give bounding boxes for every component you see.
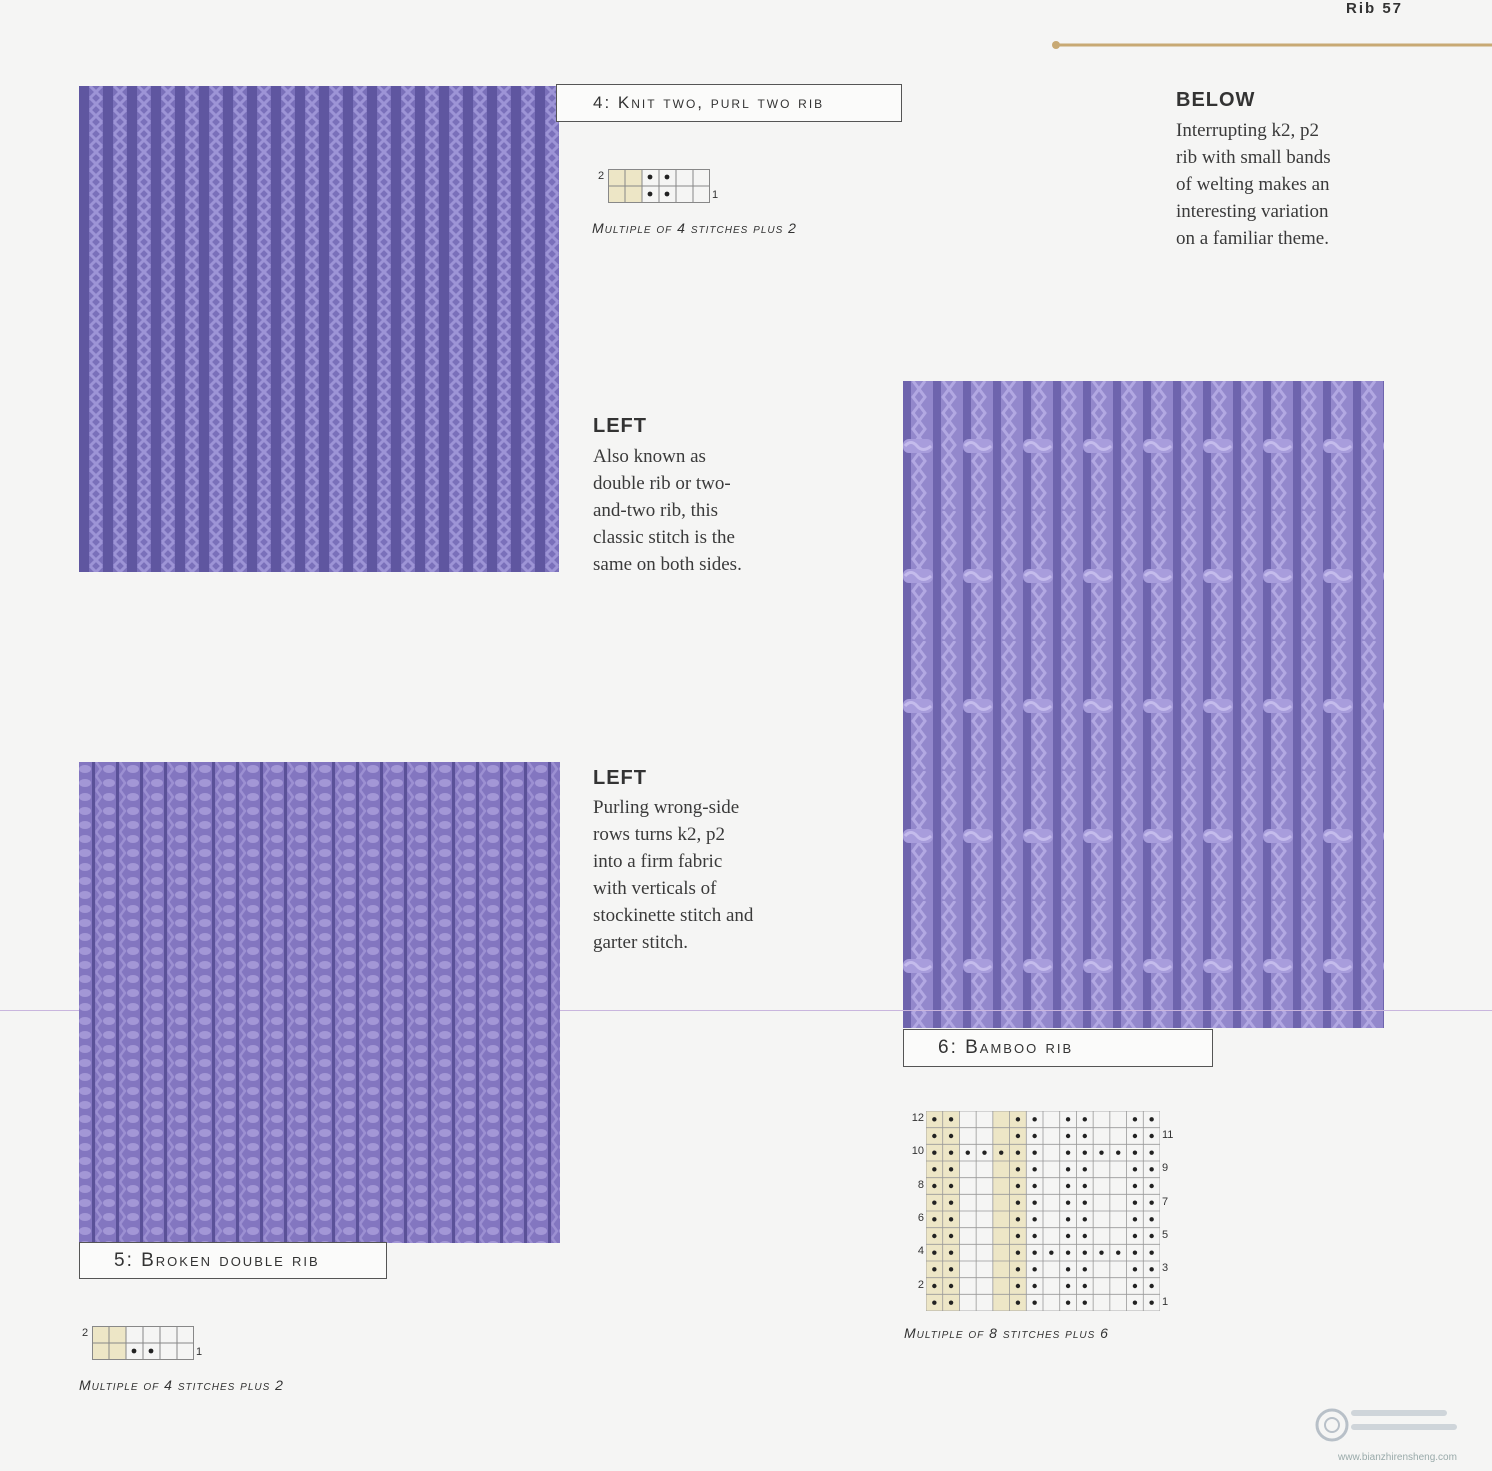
note-heading-left-1: LEFT [593, 415, 647, 437]
stitch-caption-4: Multiple of 4 stitches plus 2 [592, 220, 797, 236]
stitch-chart-6 [926, 1111, 1160, 1311]
chart-6-row-number: 7 [1162, 1195, 1169, 1208]
chart-6-row-number: 6 [917, 1212, 924, 1224]
chart-6-row-number: 8 [917, 1178, 924, 1191]
chart-5-row-2: 2 [82, 1327, 89, 1339]
stitch-caption-5: Multiple of 4 stitches plus 2 [79, 1377, 284, 1393]
page-header: Rib 57 [1346, 0, 1404, 17]
note-text-left-1: Also known as double rib or two- and-two rib, this classic stitch is the same on both sides. [593, 446, 742, 575]
chart-4-row-2: 2 [598, 170, 605, 182]
stitch-chart-5 [92, 1326, 194, 1360]
knitting-needle-icon [1050, 41, 1492, 49]
stitch-label-6 [903, 1029, 1213, 1067]
chart-6-row-number: 5 [1162, 1229, 1169, 1241]
note-heading-left-2: LEFT [593, 767, 647, 789]
note-text-left-2: Purling wrong-side rows turns k2, p2 into a firm fabric with verticals of stockinette stitch and garter stitch. [593, 797, 754, 953]
chart-6-row-number: 9 [1162, 1162, 1169, 1175]
chart-4-row-1: 1 [712, 189, 719, 201]
chart-5-row-1: 1 [196, 1346, 203, 1358]
note-text-below: Interrupting k2, p2 rib with small bands of welting makes an interesting variation on a familiar theme. [1176, 120, 1331, 249]
stitch-label-6-text: 6: Bamboo rib [938, 1037, 1074, 1058]
chart-6-row-number: 11 [1162, 1129, 1174, 1141]
chart-6-row-number: 10 [911, 1145, 924, 1158]
chart-6-row-number: 3 [1162, 1262, 1169, 1275]
swatch-image-broken-double-rib [79, 762, 560, 1243]
watermark-url: www.bianzhirensheng.com [1338, 1452, 1457, 1463]
swatch-image-bamboo-rib [903, 381, 1384, 1028]
chart-6-row-number: 2 [917, 1278, 924, 1291]
chart-6-row-number: 4 [917, 1245, 924, 1258]
stitch-label-5 [79, 1242, 387, 1279]
stitch-label-5-text: 5: Broken double rib [114, 1249, 320, 1271]
stitch-caption-6: Multiple of 8 stitches plus 6 [904, 1325, 1109, 1341]
stitch-chart-4 [608, 169, 710, 203]
chart-6-row-number: 12 [911, 1112, 924, 1124]
note-heading-below: BELOW [1176, 89, 1256, 111]
chart-6-row-number: 1 [1162, 1295, 1169, 1308]
stitch-label-4 [556, 84, 902, 122]
swatch-image-knit-two-purl-two [79, 86, 559, 572]
stitch-label-4-text: 4: Knit two, purl two rib [593, 93, 825, 112]
